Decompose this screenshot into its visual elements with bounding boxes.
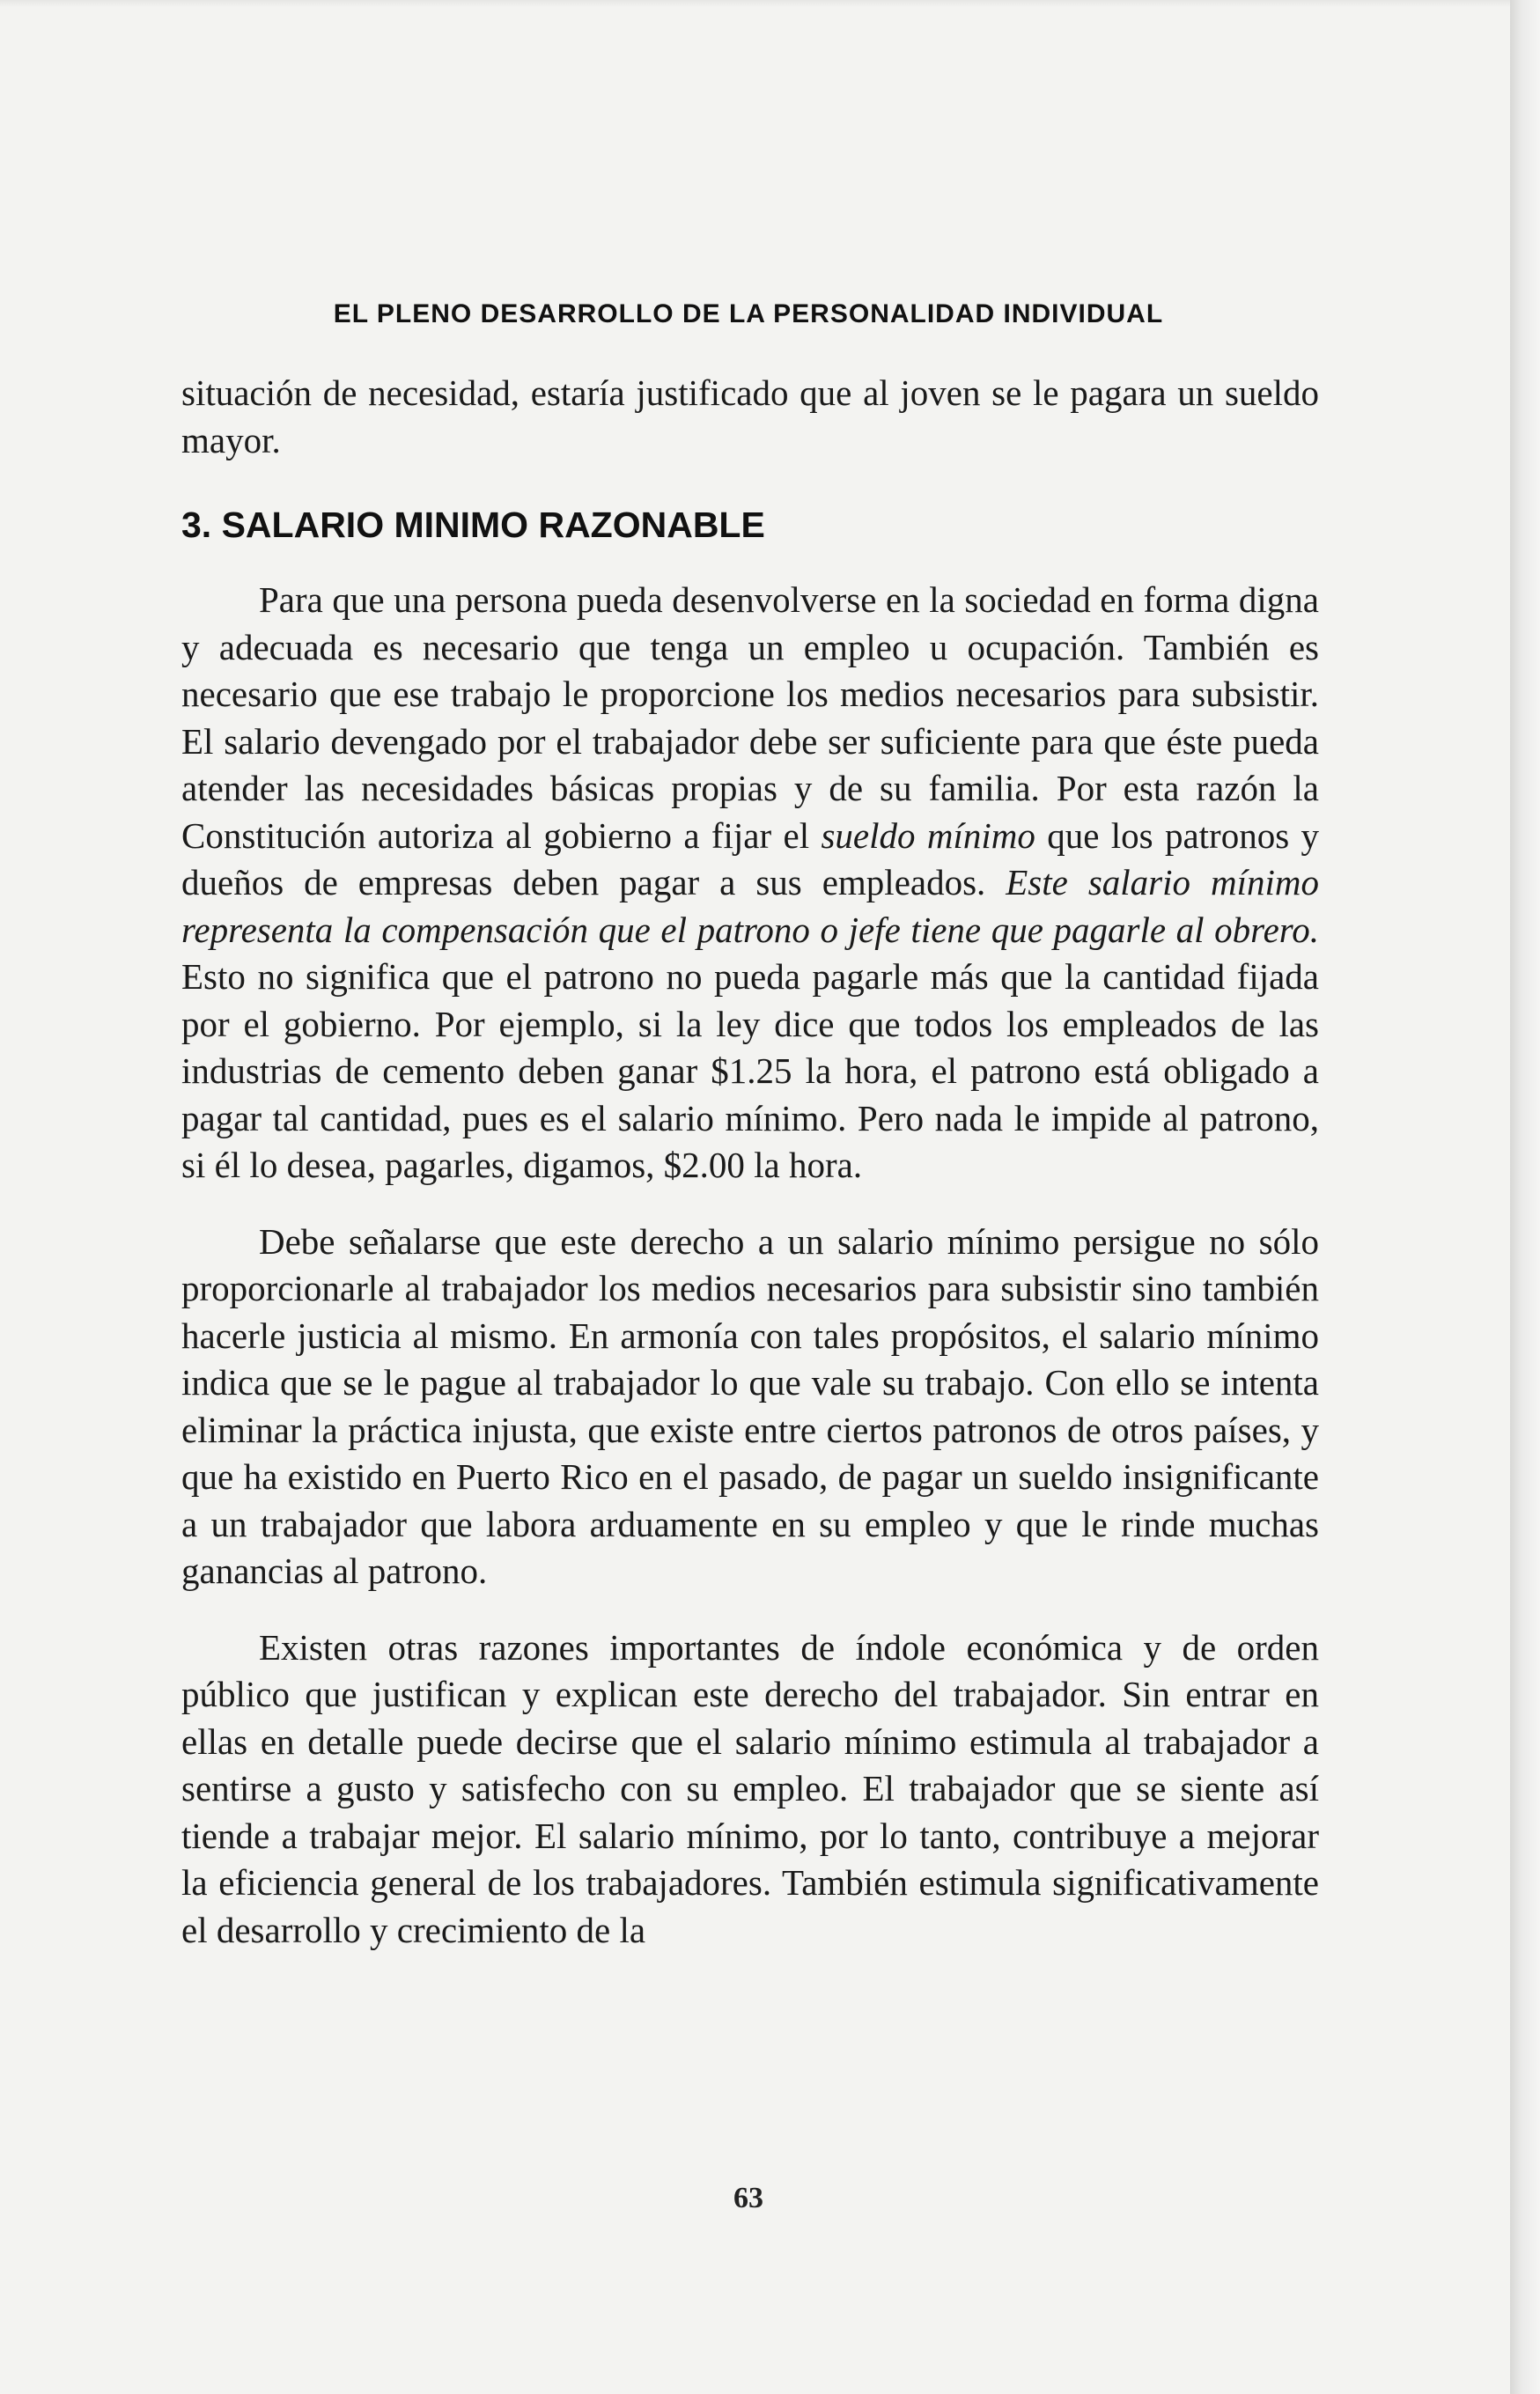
paragraph-justice: Debe señalarse que este derecho a un salario mínimo persigue no sólo proporcionarle al trabajador los medios necesarios para subsistir sino también hacerle justicia al mismo. En armonía con tales propósitos, el salario mínimo indica que se le pague al trabajador lo que vale su trabajo. Con ello se intenta eliminar la práctica injusta, que existe entre ciertos patronos de otros países, y que ha existido en Puerto Rico en el pasado, de pagar un sueldo insignificante a un trabajador que labora arduamente en su empleo y que le rinde muchas ganancias al patrono. xyxy=(181,1220,1319,1591)
section-heading: 3. SALARIO MINIMO RAZONABLE xyxy=(181,505,765,545)
paragraph-text: que los patronos y dueños de empresas deben pagar a sus empleados. xyxy=(181,814,1320,902)
page-right-edge xyxy=(1510,0,1540,2394)
continued-paragraph: situación de necesidad, estaría justificado que al joven se le pagara un sueldo mayor. xyxy=(181,372,1319,460)
page-body xyxy=(181,370,1319,1954)
italic-term: sueldo mínimo xyxy=(821,814,1035,856)
running-header: EL PLENO DESARROLLO DE LA PERSONALIDAD INDIVIDUAL xyxy=(333,299,1164,328)
paragraph-text: Esto no significa que el patrono no pueda pagarle más que la cantidad fijada por el gobierno. Por ejemplo, si la ley dice que todos los empleados de las industrias de cemento deben ganar $1.25 la hora, el patrono está obligado a pagar tal cantidad, pues es el salario mínimo. Pero nada le impide al patrono, si él lo desea, pagarles, digamos, $2.00 la hora. xyxy=(181,956,1319,1185)
italic-definition: Este salario mínimo representa la compensación que el patrono o jefe tiene que pagarle al obrero. xyxy=(181,862,1319,950)
paragraph-minimum-wage xyxy=(181,577,1319,1190)
paragraph-economic-reasons: Existen otras razones importantes de índole económica y de orden público que justifican y explican este derecho del trabajador. Sin entrar en ellas en detalle puede decirse que el salario mínimo estimula al trabajador a sentirse a gusto y satisfecho con su empleo. El trabajador que se siente así tiende a trabajar mejor. El salario mínimo, por lo tanto, contribuye a mejorar la eficiencia general de los trabajadores. También estimula significativamente el desarrollo y crecimiento de la xyxy=(181,1626,1319,1950)
paragraph-text: Para que una persona pueda desenvolverse en la sociedad en forma digna y adecuada es necesario que tenga un empleo u ocupación. También es necesario que ese trabajo le proporcione los medios necesarios para subsistir. El salario devengado por el trabajador debe ser suficiente para que éste pueda atender las necesidades básicas propias y de su familia. Por esta razón la Constitución autoriza al gobierno a fijar el xyxy=(181,579,1319,856)
page-number: 63 xyxy=(733,2182,763,2214)
page-top-edge xyxy=(0,0,1540,7)
